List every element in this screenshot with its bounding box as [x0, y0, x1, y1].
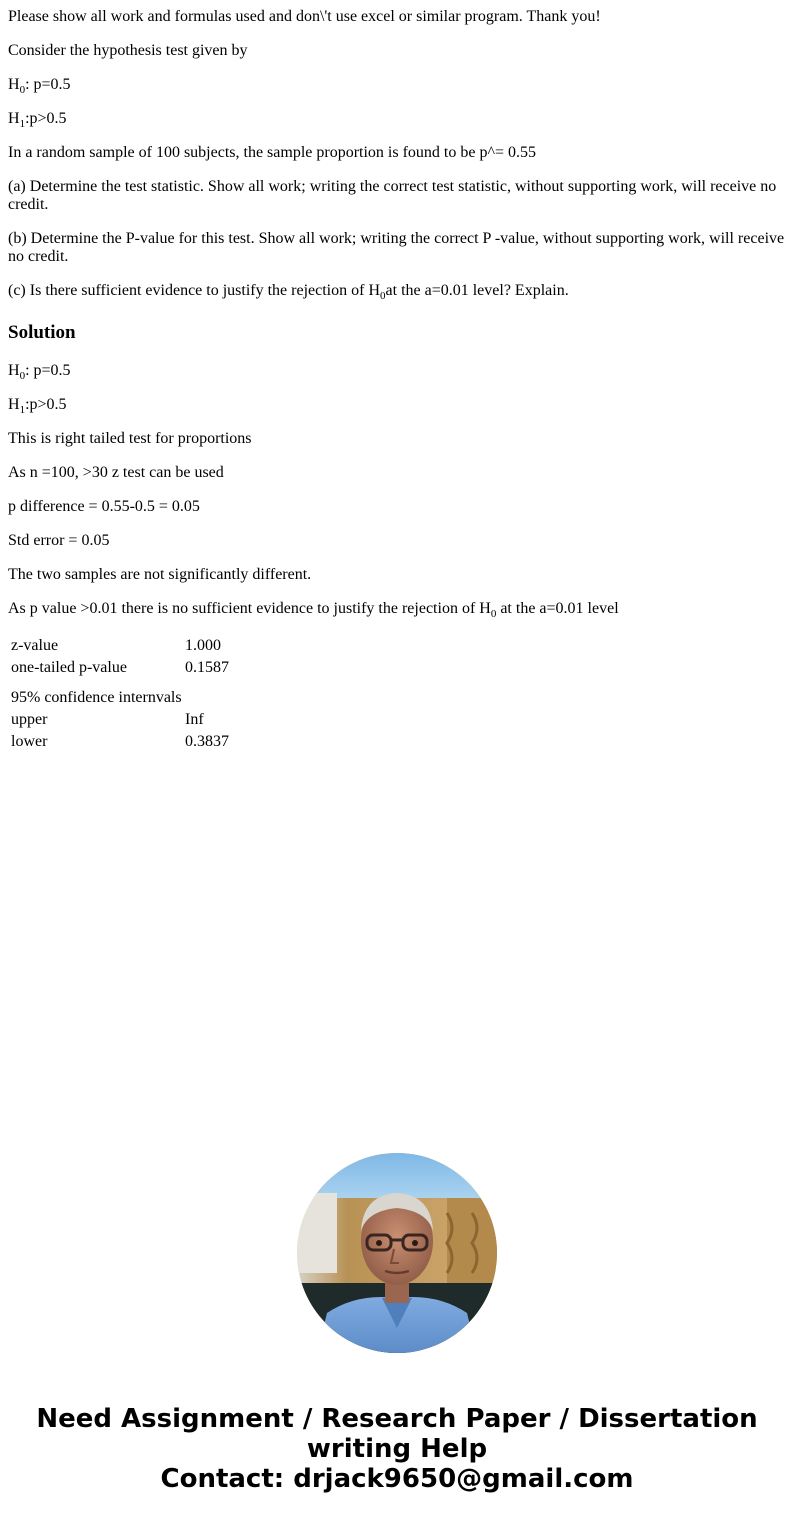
results-table: [8, 634, 232, 754]
z-label: z-value: [11, 637, 59, 654]
sample-text: In a random sample of 100 subjects, the sample proportion is found to be p^= 0.55: [8, 144, 536, 161]
part-b-text: (b) Determine the P-value for this test. Show all work; writing the correct P -value, without supporting work, will receive no credit.: [8, 230, 785, 265]
p-label: one-tailed p-value: [11, 659, 127, 676]
table-row: [10, 732, 230, 752]
h1-letter: H: [8, 110, 20, 127]
sol-h0-subscript: 0: [19, 370, 26, 383]
table-spacer: [10, 680, 230, 686]
promo-contact: Contact: drjack9650@gmail.com: [160, 1464, 634, 1494]
solution-line-4: Std error = 0.05: [8, 532, 110, 549]
avatar: [297, 1153, 497, 1353]
document-body: [8, 0, 788, 754]
promo-line-2: writing Help: [306, 1434, 488, 1464]
sol-h0-rest: : p=0.5: [25, 362, 71, 379]
alt-hypothesis: [8, 110, 788, 131]
sol-h1-rest: :p>0.5: [25, 396, 67, 413]
h0-rest: : p=0.5: [25, 76, 71, 93]
conclusion-pre: As p value >0.01 there is no sufficient evidence to justify the rejection of H: [8, 600, 491, 617]
lower-label: lower: [11, 733, 48, 750]
upper-label: upper: [11, 711, 48, 728]
conclusion-post: at the a=0.01 level: [496, 600, 619, 617]
conclusion-subscript: 0: [490, 608, 497, 621]
null-hypothesis: [8, 76, 788, 97]
solution-conclusion: [8, 600, 788, 621]
h0-letter: H: [8, 76, 20, 93]
table-row: [10, 636, 230, 656]
solution-line-2: As n =100, >30 z test can be used: [8, 464, 224, 481]
solution-alt-hypothesis: [8, 396, 788, 417]
intro-text: Please show all work and formulas used and don\'t use excel or similar program. Thank you!: [8, 8, 601, 25]
promo-banner: [0, 1404, 794, 1494]
part-c-post: at the a=0.01 level? Explain.: [385, 282, 569, 299]
part-c-subscript: 0: [380, 290, 386, 303]
table-row: [10, 658, 230, 678]
avatar-portrait-image: [297, 1153, 497, 1353]
solution-line-3: p difference = 0.55-0.5 = 0.05: [8, 498, 200, 515]
sol-h1-subscript: 1: [19, 404, 26, 417]
h1-rest: :p>0.5: [25, 110, 67, 127]
part-a-text: (a) Determine the test statistic. Show all work; writing the correct test statistic, without supporting work, will receive no credit.: [8, 178, 777, 213]
promo-line-1: Need Assignment / Research Paper / Dissertation: [36, 1404, 758, 1434]
consider-text: Consider the hypothesis test given by: [8, 42, 248, 59]
lower-value: 0.3837: [185, 733, 229, 750]
solution-null-hypothesis: [8, 362, 788, 383]
sol-h1-letter: H: [8, 396, 20, 413]
table-row: [10, 688, 230, 708]
table-row: [10, 710, 230, 730]
sol-h0-letter: H: [8, 362, 20, 379]
part-c-text: [8, 282, 788, 303]
solution-heading: Solution: [8, 322, 76, 343]
ci-header: 95% confidence internvals: [11, 689, 182, 706]
solution-line-1: This is right tailed test for proportions: [8, 430, 252, 447]
part-c-pre: (c) Is there sufficient evidence to justify the rejection of H: [8, 282, 381, 299]
solution-line-5: The two samples are not significantly different.: [8, 566, 312, 583]
p-value: 0.1587: [185, 659, 229, 676]
upper-value: Inf: [185, 711, 204, 728]
z-value: 1.000: [185, 637, 221, 654]
h1-subscript: 1: [19, 118, 26, 131]
h0-subscript: 0: [19, 84, 26, 97]
